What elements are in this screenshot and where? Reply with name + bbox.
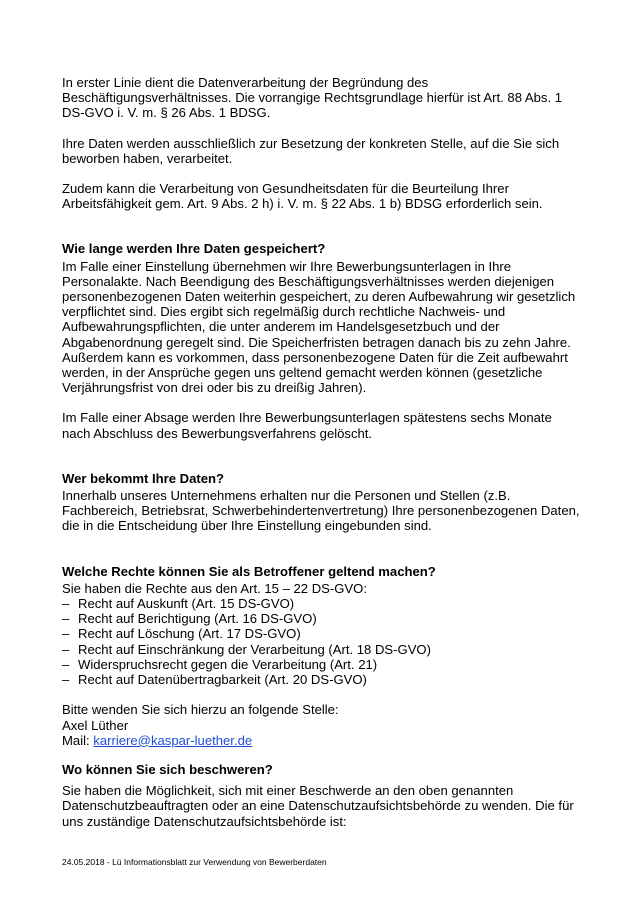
dash-bullet: – xyxy=(62,656,70,672)
dash-bullet: – xyxy=(62,672,70,688)
complaint-paragraph: Sie haben die Möglichkeit, sich mit einer Beschwerde an den oben genannten Datenschutzbeauftragten oder an eine Datenschutzaufsichtsbehörde zu wenden. Die für uns zuständige Datenschutzaufsichtsbehörde ist: xyxy=(62,783,574,829)
rights-item-text: Recht auf Einschränkung der Verarbeitung (Art. 18 DS-GVO) xyxy=(78,641,431,657)
document-page xyxy=(62,75,582,829)
rights-item-text: Recht auf Berichtigung (Art. 16 DS-GVO) xyxy=(78,611,317,627)
rights-item-text: Widerspruchsrecht gegen die Verarbeitung (Art. 21) xyxy=(78,656,378,672)
rights-list-item xyxy=(62,626,582,641)
dash-bullet: – xyxy=(62,611,70,627)
heading-rights: Welche Rechte können Sie als Betroffener geltend machen? xyxy=(62,563,436,579)
heading-storage-duration: Wie lange werden Ihre Daten gespeichert? xyxy=(62,241,326,257)
rights-list-item xyxy=(62,611,582,626)
contact-intro: Bitte wenden Sie sich hierzu an folgende Stelle: xyxy=(62,702,339,718)
storage-paragraph-rejection: Im Falle einer Absage werden Ihre Bewerbungsunterlagen spätestens sechs Monate nach Abschluss des Bewerbungsverfahrens gelöscht. xyxy=(62,410,552,441)
rights-list-item xyxy=(62,657,582,672)
mail-label: Mail: xyxy=(62,732,94,748)
intro-paragraph-purpose: Ihre Daten werden ausschließlich zur Besetzung der konkreten Stelle, auf die Sie sich beworben haben, verarbeitet. xyxy=(62,135,560,166)
contact-name: Axel Lüther xyxy=(62,717,129,733)
intro-paragraph-legal-basis: In erster Linie dient die Datenverarbeitung der Begründung des Beschäftigungsverhältnisses. Die vorrangige Rechtsgrundlage hierfür ist Art. 88 Abs. 1 DS-GVO i. V. m. § 26 Abs. 1 BDSG. xyxy=(62,75,563,121)
email-link[interactable]: karriere@kaspar-luether.de xyxy=(93,732,253,748)
rights-item-text: Recht auf Löschung (Art. 17 DS-GVO) xyxy=(78,626,301,642)
rights-item-text: Recht auf Auskunft (Art. 15 DS-GVO) xyxy=(78,596,295,612)
contact-mail-line xyxy=(62,733,582,748)
rights-list-item xyxy=(62,672,582,687)
heading-complaint: Wo können Sie sich beschweren? xyxy=(62,761,273,777)
rights-list-item xyxy=(62,642,582,657)
heading-recipients: Wer bekommt Ihre Daten? xyxy=(62,470,225,486)
rights-intro: Sie haben die Rechte aus den Art. 15 – 22 DS-GVO: xyxy=(62,580,367,596)
storage-paragraph-hire: Im Falle einer Einstellung übernehmen wir Ihre Bewerbungsunterlagen in Ihre Personalakte. Nach Beendigung des Beschäftigungsverhältnisses werden diejenigen personenbezogenen Daten weiterhin gespeichert, zu deren Aufbewahrung wir gesetzlich verpflichtet sind. Dies ergibt sich regelmäßig durch rechtliche Nachweis- und Aufbewahrungspflichten, die unter anderem im Handelsgesetzbuch und der Abgabenordnung geregelt sind. Die Speicherfristen betragen danach bis zu zehn Jahre. Außerdem kann es vorkommen, dass personenbezogene Daten für die Zeit aufbewahrt werden, in der Ansprüche gegen uns geltend gemacht werden können (gesetzliche Verjährungsfrist von drei oder bis zu dreißig Jahren). xyxy=(62,258,576,396)
recipients-paragraph: Innerhalb unseres Unternehmens erhalten nur die Personen und Stellen (z.B. Fachbereich, Betriebsrat, Schwerbehindertenvertretung) Ihre personenbezogenen Daten, die in die Entscheidung über Ihre Einstellung eingebunden sind. xyxy=(62,488,580,534)
dash-bullet: – xyxy=(62,626,70,642)
rights-item-text: Recht auf Datenübertragbarkeit (Art. 20 DS-GVO) xyxy=(78,672,367,688)
dash-bullet: – xyxy=(62,596,70,612)
rights-list-item xyxy=(62,596,582,611)
dash-bullet: – xyxy=(62,641,70,657)
page-footer: 24.05.2018 - Lü Informationsblatt zur Verwendung von Bewerberdaten xyxy=(62,857,327,867)
rights-list xyxy=(62,596,582,687)
intro-paragraph-health-data: Zudem kann die Verarbeitung von Gesundheitsdaten für die Beurteilung Ihrer Arbeitsfähigkeit gem. Art. 9 Abs. 2 h) i. V. m. § 22 Abs. 1 b) BDSG erforderlich sein. xyxy=(62,181,543,212)
